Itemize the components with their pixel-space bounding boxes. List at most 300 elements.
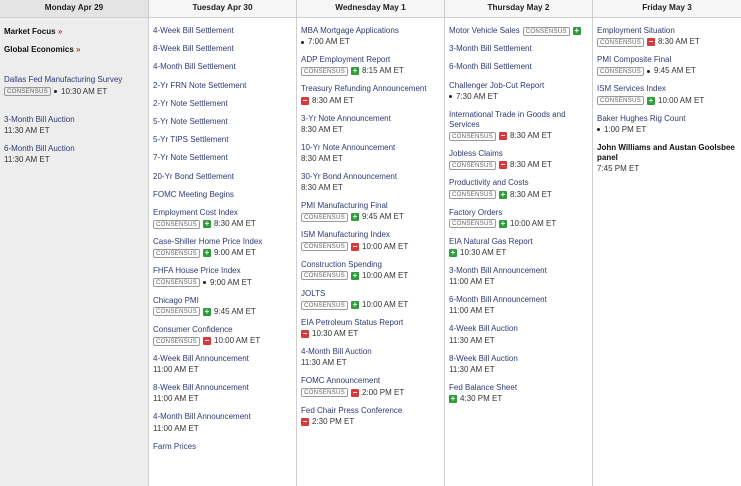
calendar-event[interactable] bbox=[149, 237, 296, 258]
event-time: 1:00 PM ET bbox=[604, 124, 647, 134]
calendar-event[interactable] bbox=[149, 44, 296, 54]
consensus-badge[interactable]: CONSENSUS bbox=[449, 161, 496, 170]
bullet-dot-icon bbox=[647, 70, 650, 73]
event-title[interactable] bbox=[597, 26, 738, 36]
event-title[interactable] bbox=[153, 62, 293, 72]
event-title-text: 2-Yr FRN Note Settlement bbox=[153, 80, 247, 90]
plus-icon: + bbox=[204, 306, 210, 316]
event-title[interactable] bbox=[597, 55, 738, 65]
event-title[interactable] bbox=[597, 143, 738, 163]
event-meta bbox=[449, 190, 589, 200]
calendar-event[interactable] bbox=[593, 114, 741, 135]
chevron-right-icon: » bbox=[57, 27, 63, 36]
event-title[interactable] bbox=[301, 84, 441, 94]
event-title-text: 6-Month Bill Auction bbox=[4, 143, 75, 153]
event-title-text: ADP Employment Report bbox=[301, 55, 391, 65]
event-title[interactable] bbox=[449, 324, 589, 334]
calendar-event[interactable] bbox=[297, 318, 444, 339]
plus-icon: + bbox=[352, 66, 358, 76]
event-meta bbox=[301, 417, 441, 427]
event-title[interactable] bbox=[153, 325, 293, 335]
calendar-event[interactable] bbox=[593, 84, 741, 105]
event-title-text: Farm Prices bbox=[153, 441, 197, 451]
event-title-text: 4-Week Bill Auction bbox=[449, 324, 518, 334]
event-meta bbox=[301, 96, 441, 106]
consensus-badge[interactable]: CONSENSUS bbox=[301, 271, 348, 280]
event-meta bbox=[153, 365, 293, 375]
event-meta bbox=[301, 300, 441, 310]
event-title[interactable] bbox=[301, 55, 441, 65]
event-meta bbox=[597, 37, 738, 47]
event-title[interactable] bbox=[301, 172, 441, 182]
event-title-text: 4-Month Bill Announcement bbox=[153, 412, 251, 422]
event-meta bbox=[4, 87, 145, 97]
minus-icon: − bbox=[302, 95, 308, 105]
minus-icon: − bbox=[500, 131, 506, 141]
event-meta bbox=[449, 306, 589, 316]
event-meta bbox=[153, 307, 293, 317]
event-title[interactable] bbox=[153, 442, 293, 452]
event-title[interactable] bbox=[449, 295, 589, 305]
calendar-event[interactable] bbox=[149, 153, 296, 163]
plus-icon: + bbox=[450, 394, 456, 404]
event-title[interactable] bbox=[301, 230, 441, 240]
event-time: 11:00 AM ET bbox=[153, 394, 199, 404]
event-title[interactable] bbox=[301, 26, 441, 36]
event-title[interactable] bbox=[449, 266, 589, 276]
consensus-badge[interactable]: CONSENSUS bbox=[449, 219, 496, 228]
event-title[interactable] bbox=[4, 45, 145, 55]
event-time: 10:00 AM ET bbox=[362, 300, 409, 310]
event-title[interactable] bbox=[449, 110, 589, 130]
calendar-event[interactable] bbox=[149, 296, 296, 317]
calendar-event[interactable] bbox=[445, 208, 592, 229]
consensus-badge[interactable]: CONSENSUS bbox=[153, 337, 200, 346]
event-time: 9:00 AM ET bbox=[210, 277, 252, 287]
minus-icon: − bbox=[204, 336, 210, 346]
event-time: 11:30 AM ET bbox=[449, 335, 495, 345]
calendar-event[interactable] bbox=[445, 62, 592, 72]
event-time: 10:30 AM ET bbox=[460, 248, 507, 258]
event-title-text: 4-Month Bill Settlement bbox=[153, 62, 236, 72]
event-time: 11:30 AM ET bbox=[4, 155, 50, 165]
event-meta bbox=[301, 125, 441, 135]
event-meta bbox=[301, 37, 441, 47]
event-title-text: 3-Month Bill Settlement bbox=[449, 44, 532, 54]
chevron-right-icon: » bbox=[76, 45, 81, 55]
event-title[interactable] bbox=[301, 347, 441, 357]
plus-icon: + bbox=[204, 248, 210, 258]
calendar-event[interactable] bbox=[297, 230, 444, 251]
consensus-badge[interactable]: CONSENSUS bbox=[597, 96, 644, 105]
event-title[interactable] bbox=[449, 354, 589, 364]
calendar-event[interactable] bbox=[149, 208, 296, 229]
event-title[interactable] bbox=[449, 383, 589, 393]
calendar-event[interactable] bbox=[445, 110, 592, 141]
plus-icon: + bbox=[574, 26, 580, 36]
event-title[interactable] bbox=[153, 208, 293, 218]
calendar-event[interactable] bbox=[297, 260, 444, 281]
calendar-event[interactable] bbox=[445, 324, 592, 345]
consensus-badge[interactable]: CONSENSUS bbox=[301, 301, 348, 310]
calendar-event[interactable] bbox=[445, 354, 592, 375]
event-title[interactable] bbox=[301, 143, 441, 153]
event-title[interactable] bbox=[449, 208, 589, 218]
consensus-badge[interactable]: CONSENSUS bbox=[597, 38, 644, 47]
calendar-event[interactable] bbox=[297, 201, 444, 222]
event-title[interactable] bbox=[4, 27, 145, 37]
calendar-event[interactable] bbox=[445, 383, 592, 404]
event-title-text: ISM Services Index bbox=[597, 84, 666, 94]
day-column-friday bbox=[593, 0, 741, 486]
event-time: 9:45 AM ET bbox=[362, 212, 404, 222]
event-title-text: International Trade in Goods and Services bbox=[449, 109, 566, 130]
event-meta bbox=[597, 96, 738, 106]
consensus-badge[interactable]: CONSENSUS bbox=[153, 249, 200, 258]
consensus-badge[interactable]: CONSENSUS bbox=[153, 307, 200, 316]
calendar-event[interactable] bbox=[149, 99, 296, 109]
plus-icon: + bbox=[204, 219, 210, 229]
event-time: 11:30 AM ET bbox=[301, 358, 347, 368]
event-time: 8:30 AM ET bbox=[312, 95, 354, 105]
event-meta bbox=[301, 66, 441, 76]
consensus-badge[interactable]: CONSENSUS bbox=[4, 87, 51, 96]
event-title[interactable] bbox=[153, 44, 293, 54]
event-title[interactable] bbox=[153, 153, 293, 163]
event-title[interactable] bbox=[301, 114, 441, 124]
calendar-event[interactable] bbox=[149, 26, 296, 36]
event-title-text: Fed Balance Sheet bbox=[449, 382, 518, 392]
calendar-event[interactable] bbox=[149, 135, 296, 145]
event-list bbox=[445, 18, 592, 404]
event-title[interactable] bbox=[301, 260, 441, 270]
event-title-text: 4-Week Bill Announcement bbox=[153, 354, 249, 364]
event-title-text: Baker Hughes Rig Count bbox=[597, 113, 686, 123]
event-title-text: PMI Manufacturing Final bbox=[301, 201, 388, 211]
event-title[interactable] bbox=[449, 26, 589, 36]
calendar-event[interactable] bbox=[149, 383, 296, 404]
calendar-event[interactable] bbox=[149, 354, 296, 375]
event-title-text: Consumer Confidence bbox=[153, 324, 233, 334]
day-column-wednesday bbox=[297, 0, 445, 486]
day-header: Friday May 3 bbox=[593, 0, 741, 18]
calendar-event[interactable] bbox=[445, 26, 592, 36]
consensus-badge[interactable]: CONSENSUS bbox=[523, 27, 570, 36]
calendar-event[interactable] bbox=[297, 114, 444, 135]
minus-icon: − bbox=[352, 241, 358, 251]
event-meta bbox=[301, 329, 441, 339]
event-title[interactable] bbox=[153, 354, 293, 364]
event-title[interactable] bbox=[449, 149, 589, 159]
event-title[interactable] bbox=[449, 44, 589, 54]
event-title[interactable] bbox=[153, 172, 293, 182]
event-title-text: PMI Composite Final bbox=[597, 55, 672, 65]
event-time: 9:45 AM ET bbox=[654, 66, 696, 76]
calendar-event[interactable] bbox=[149, 81, 296, 91]
bullet-dot-icon bbox=[301, 41, 304, 44]
event-meta bbox=[449, 92, 589, 102]
event-meta bbox=[153, 219, 293, 229]
day-header: Tuesday Apr 30 bbox=[149, 0, 296, 18]
event-title-text: 5-Yr Note Settlement bbox=[153, 117, 228, 127]
event-title[interactable] bbox=[153, 190, 293, 200]
event-title[interactable] bbox=[301, 376, 441, 386]
event-meta bbox=[301, 358, 441, 368]
event-title-text: Global Economics bbox=[4, 45, 74, 55]
event-title-text: 3-Month Bill Auction bbox=[4, 114, 75, 124]
minus-icon: − bbox=[352, 387, 358, 397]
event-title-text: Case-Shiller Home Price Index bbox=[153, 237, 263, 247]
consensus-badge[interactable]: CONSENSUS bbox=[449, 132, 496, 141]
event-meta bbox=[153, 278, 293, 288]
event-title-text: 20-Yr Bond Settlement bbox=[153, 171, 234, 181]
event-title[interactable] bbox=[4, 115, 145, 125]
calendar-event[interactable] bbox=[149, 117, 296, 127]
event-title[interactable] bbox=[153, 296, 293, 306]
event-title[interactable] bbox=[153, 99, 293, 109]
calendar-event[interactable] bbox=[297, 289, 444, 310]
event-time: 10:00 AM ET bbox=[362, 241, 409, 251]
event-time: 8:30 AM ET bbox=[301, 154, 343, 164]
day-column-thursday bbox=[445, 0, 593, 486]
event-time: 11:00 AM ET bbox=[153, 365, 199, 375]
calendar-event[interactable] bbox=[297, 406, 444, 427]
event-title[interactable] bbox=[597, 84, 738, 94]
event-meta bbox=[153, 248, 293, 258]
event-title-text: 7-Yr Note Settlement bbox=[153, 153, 228, 163]
event-title-text: 6-Month Bill Announcement bbox=[449, 295, 547, 305]
event-title-text: Factory Orders bbox=[449, 207, 503, 217]
event-meta bbox=[449, 277, 589, 287]
calendar-event[interactable] bbox=[445, 237, 592, 258]
event-meta bbox=[4, 155, 145, 165]
calendar-event[interactable] bbox=[445, 81, 592, 102]
calendar-event[interactable] bbox=[0, 144, 148, 165]
plus-icon: + bbox=[450, 248, 456, 258]
event-meta bbox=[301, 388, 441, 398]
event-meta bbox=[597, 164, 738, 174]
consensus-badge[interactable]: CONSENSUS bbox=[301, 67, 348, 76]
event-title-text: Treasury Refunding Announcement bbox=[301, 84, 427, 94]
event-meta bbox=[449, 394, 589, 404]
event-meta bbox=[4, 126, 145, 136]
event-title[interactable] bbox=[153, 81, 293, 91]
event-title[interactable] bbox=[153, 383, 293, 393]
event-time: 9:00 AM ET bbox=[214, 248, 256, 258]
event-title[interactable] bbox=[4, 144, 145, 154]
event-title[interactable] bbox=[449, 178, 589, 188]
calendar-event[interactable] bbox=[149, 325, 296, 346]
event-meta bbox=[153, 336, 293, 346]
event-time: 11:30 AM ET bbox=[449, 364, 495, 374]
event-meta bbox=[301, 212, 441, 222]
event-title-text: 2-Yr Note Settlement bbox=[153, 98, 228, 108]
calendar-event[interactable] bbox=[297, 347, 444, 368]
plus-icon: + bbox=[352, 270, 358, 280]
event-title-text: 3-Yr Note Announcement bbox=[301, 113, 391, 123]
consensus-badge[interactable]: CONSENSUS bbox=[301, 242, 348, 251]
event-title-text: 6-Month Bill Settlement bbox=[449, 62, 532, 72]
consensus-badge[interactable]: CONSENSUS bbox=[153, 278, 200, 287]
calendar-event[interactable] bbox=[593, 26, 741, 47]
event-title[interactable] bbox=[4, 75, 145, 85]
event-time: 7:30 AM ET bbox=[456, 91, 498, 101]
event-title-text: 8-Week Bill Settlement bbox=[153, 44, 234, 54]
calendar-event[interactable] bbox=[149, 172, 296, 182]
calendar-event[interactable] bbox=[445, 266, 592, 287]
bullet-dot-icon bbox=[203, 281, 206, 284]
event-title[interactable] bbox=[153, 26, 293, 36]
event-title-text: 3-Month Bill Announcement bbox=[449, 266, 547, 276]
event-time: 8:30 AM ET bbox=[301, 183, 343, 193]
calendar-event[interactable] bbox=[149, 442, 296, 452]
event-title-text: Productivity and Costs bbox=[449, 178, 529, 188]
event-title-text: EIA Petroleum Status Report bbox=[301, 318, 404, 328]
event-title[interactable] bbox=[449, 62, 589, 72]
plus-icon: + bbox=[500, 189, 506, 199]
calendar-event[interactable] bbox=[297, 26, 444, 47]
event-title[interactable] bbox=[597, 114, 738, 124]
minus-icon: − bbox=[302, 329, 308, 339]
event-title-text: JOLTS bbox=[301, 288, 326, 298]
event-title-text: Motor Vehicle Sales bbox=[449, 26, 520, 35]
event-time: 11:00 AM ET bbox=[449, 277, 495, 287]
event-title-text: Challenger Job-Cut Report bbox=[449, 80, 545, 90]
event-title-text: 5-Yr TIPS Settlement bbox=[153, 135, 229, 145]
calendar-event[interactable] bbox=[149, 62, 296, 72]
calendar-event[interactable] bbox=[149, 190, 296, 200]
event-meta bbox=[301, 154, 441, 164]
event-title-text: Construction Spending bbox=[301, 259, 382, 269]
plus-icon: + bbox=[500, 218, 506, 228]
event-title-text: FOMC Meeting Begins bbox=[153, 189, 234, 199]
event-meta bbox=[449, 336, 589, 346]
calendar-event[interactable] bbox=[445, 178, 592, 199]
consensus-badge[interactable]: CONSENSUS bbox=[597, 67, 644, 76]
event-title[interactable] bbox=[449, 237, 589, 247]
event-time: 8:30 AM ET bbox=[301, 124, 343, 134]
event-time: 8:30 AM ET bbox=[510, 160, 552, 170]
event-title-text: 8-Week Bill Auction bbox=[449, 353, 518, 363]
event-title-text: Chicago PMI bbox=[153, 295, 199, 305]
event-meta bbox=[449, 131, 589, 141]
event-title-text: Employment Cost Index bbox=[153, 208, 238, 218]
event-title[interactable] bbox=[153, 135, 293, 145]
event-title-text: 10-Yr Note Announcement bbox=[301, 142, 396, 152]
event-title[interactable] bbox=[153, 412, 293, 422]
calendar-event[interactable] bbox=[593, 55, 741, 76]
calendar-event[interactable] bbox=[297, 172, 444, 193]
event-title[interactable] bbox=[301, 406, 441, 416]
event-time: 10:00 AM ET bbox=[214, 336, 261, 346]
event-title-text: FOMC Announcement bbox=[301, 376, 381, 386]
event-time: 10:30 AM ET bbox=[61, 86, 108, 96]
event-meta bbox=[449, 160, 589, 170]
event-meta bbox=[449, 365, 589, 375]
calendar-event[interactable] bbox=[0, 75, 148, 96]
consensus-badge[interactable]: CONSENSUS bbox=[301, 213, 348, 222]
event-title-text: FHFA House Price Index bbox=[153, 266, 241, 276]
event-meta bbox=[301, 183, 441, 193]
calendar-event[interactable] bbox=[149, 412, 296, 433]
calendar-event[interactable] bbox=[445, 149, 592, 170]
event-list bbox=[0, 18, 148, 165]
event-title[interactable] bbox=[449, 81, 589, 91]
minus-icon: − bbox=[648, 37, 654, 47]
event-time: 8:30 AM ET bbox=[658, 37, 700, 47]
calendar-event[interactable] bbox=[445, 44, 592, 54]
event-meta bbox=[597, 66, 738, 76]
event-meta bbox=[153, 424, 293, 434]
event-title[interactable] bbox=[301, 289, 441, 299]
bullet-dot-icon bbox=[449, 95, 452, 98]
event-time: 10:00 AM ET bbox=[510, 218, 557, 228]
consensus-badge[interactable]: CONSENSUS bbox=[449, 190, 496, 199]
calendar-event[interactable] bbox=[593, 143, 741, 174]
event-title[interactable] bbox=[153, 237, 293, 247]
calendar-event[interactable] bbox=[297, 55, 444, 76]
event-title[interactable] bbox=[301, 318, 441, 328]
calendar-event[interactable] bbox=[149, 266, 296, 287]
calendar-event[interactable] bbox=[297, 143, 444, 164]
bullet-dot-icon bbox=[597, 128, 600, 131]
event-time: 4:30 PM ET bbox=[460, 394, 503, 404]
event-time: 8:30 AM ET bbox=[214, 219, 256, 229]
day-column-tuesday bbox=[149, 0, 297, 486]
calendar-event[interactable] bbox=[445, 295, 592, 316]
event-title[interactable] bbox=[153, 266, 293, 276]
event-list bbox=[149, 18, 296, 452]
event-title-text: 4-Month Bill Auction bbox=[301, 347, 372, 357]
consensus-badge[interactable]: CONSENSUS bbox=[301, 388, 348, 397]
day-column-monday bbox=[0, 0, 149, 486]
event-title[interactable] bbox=[301, 201, 441, 211]
event-time: 8:15 AM ET bbox=[362, 66, 404, 76]
event-title[interactable] bbox=[153, 117, 293, 127]
event-list bbox=[593, 18, 741, 174]
minus-icon: − bbox=[302, 416, 308, 426]
event-title-text: Dallas Fed Manufacturing Survey bbox=[4, 75, 123, 85]
event-time: 8:30 AM ET bbox=[510, 189, 552, 199]
event-time: 2:00 PM ET bbox=[362, 387, 405, 397]
event-time: 7:45 PM ET bbox=[597, 164, 640, 174]
minus-icon: − bbox=[500, 160, 506, 170]
calendar-event[interactable] bbox=[297, 84, 444, 105]
event-meta bbox=[597, 125, 738, 135]
event-time: 11:00 AM ET bbox=[449, 306, 495, 316]
event-meta bbox=[301, 242, 441, 252]
event-time: 11:30 AM ET bbox=[4, 125, 50, 135]
event-meta bbox=[449, 248, 589, 258]
plus-icon: + bbox=[648, 95, 654, 105]
event-time: 8:30 AM ET bbox=[510, 131, 552, 141]
event-time: 10:00 AM ET bbox=[658, 95, 705, 105]
event-title-text: 30-Yr Bond Announcement bbox=[301, 172, 398, 182]
day-header: Monday Apr 29 bbox=[0, 0, 148, 18]
calendar-event[interactable] bbox=[297, 376, 444, 397]
event-meta bbox=[449, 219, 589, 229]
event-time: 9:45 AM ET bbox=[214, 306, 256, 316]
event-meta bbox=[153, 394, 293, 404]
calendar-event[interactable] bbox=[0, 45, 148, 55]
event-title-text: MBA Mortgage Applications bbox=[301, 26, 399, 35]
consensus-badge[interactable]: CONSENSUS bbox=[153, 220, 200, 229]
event-time: 7:00 AM ET bbox=[308, 37, 350, 47]
calendar-event[interactable] bbox=[0, 27, 148, 37]
event-meta bbox=[301, 271, 441, 281]
calendar-event[interactable] bbox=[0, 115, 148, 136]
event-title-text: Employment Situation bbox=[597, 26, 675, 35]
